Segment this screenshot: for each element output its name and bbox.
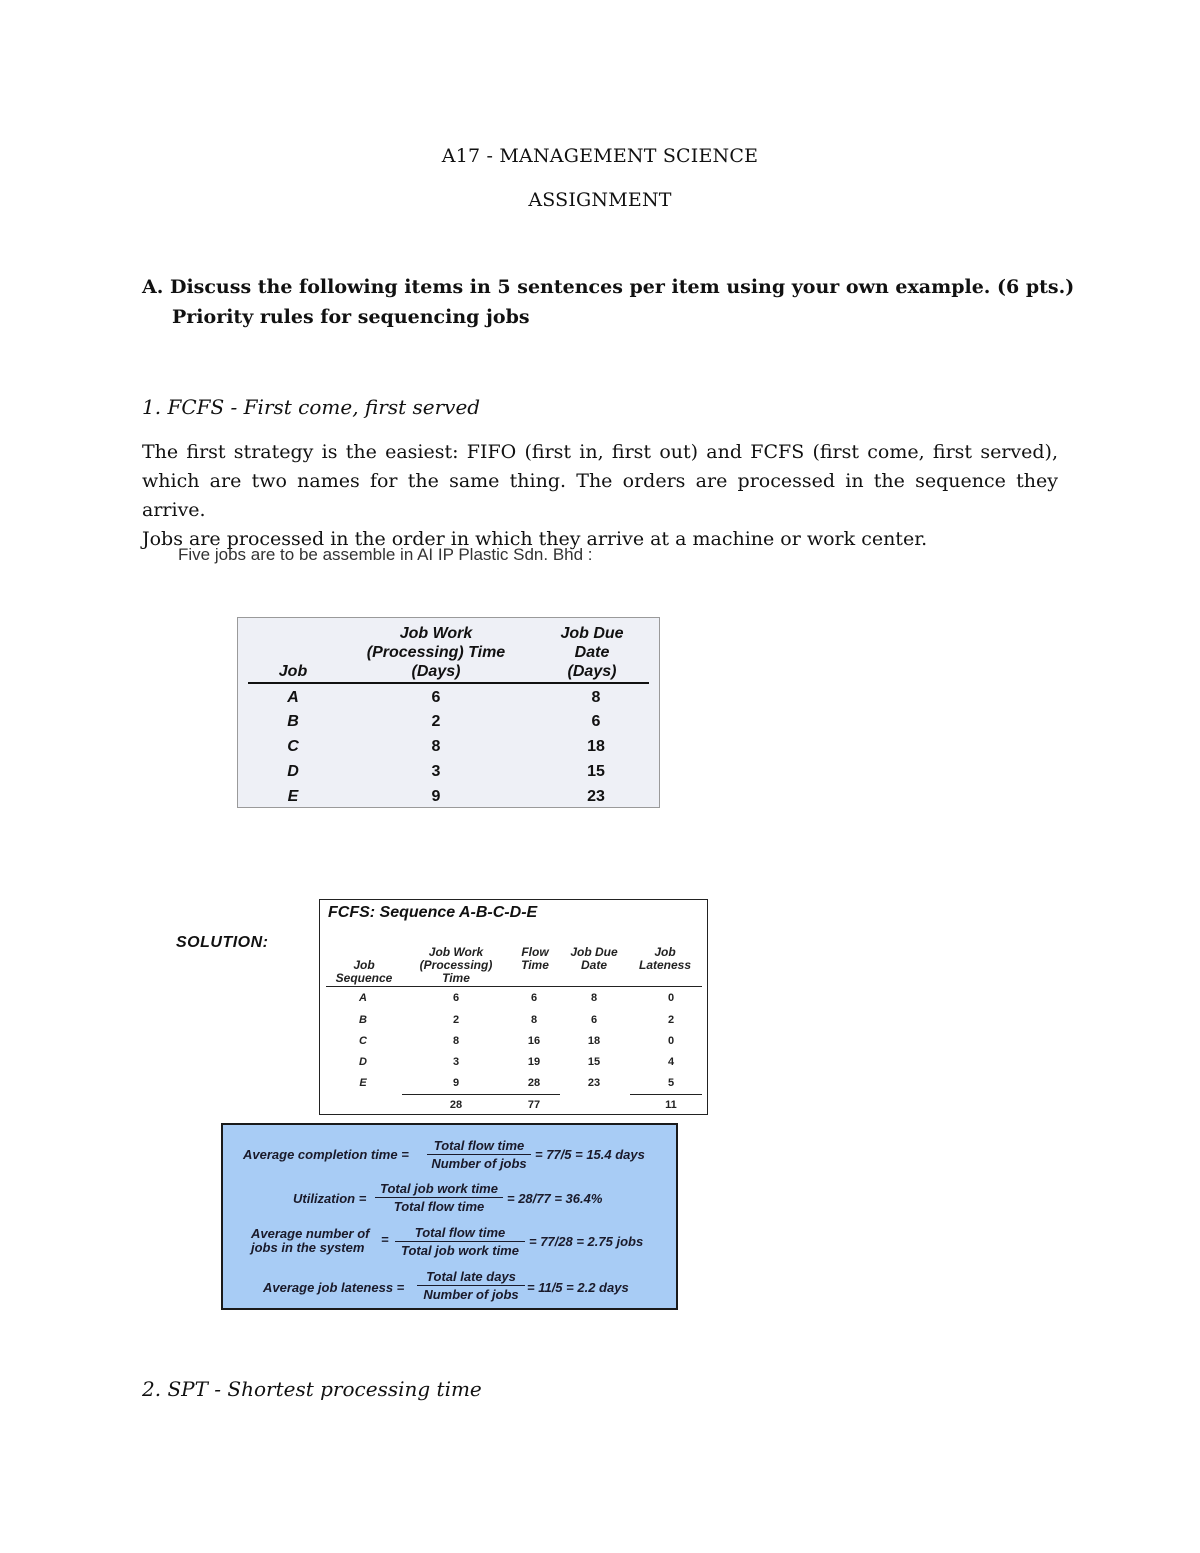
col-header-work-3: Time — [442, 971, 470, 985]
table-cell-due: 18 — [587, 738, 605, 755]
col-header-work-2: (Processing) — [419, 958, 493, 972]
col-header-late-1: Job — [654, 945, 676, 959]
solution-label: SOLUTION: — [176, 934, 269, 951]
table-cell-work: 2 — [431, 713, 441, 730]
table-cell-due: 6 — [590, 1014, 598, 1026]
formula-avg-lateness-label: Average job lateness = — [263, 1280, 405, 1295]
table-cell-job: C — [287, 738, 299, 755]
formula-avg-completion-fraction — [427, 1138, 531, 1171]
table-cell-work: 9 — [452, 1077, 460, 1089]
header-rule — [248, 682, 649, 684]
col-header-late-2: Lateness — [638, 958, 692, 972]
col-header-due-2: Date — [580, 958, 607, 972]
table-cell-seq: C — [359, 1035, 367, 1047]
formula-avg-number-result: = 77/28 = 2.75 jobs — [529, 1234, 644, 1249]
table-cell-late: 2 — [667, 1014, 675, 1026]
table-cell-flow: 6 — [530, 992, 538, 1004]
table-cell-due: 18 — [587, 1035, 601, 1047]
solution-table — [319, 899, 708, 1115]
col-header-seq-2: Sequence — [335, 971, 393, 985]
formula-avg-completion-label: Average completion time = — [243, 1147, 409, 1162]
formula-avg-completion-result: = 77/5 = 15.4 days — [535, 1147, 645, 1162]
table-cell-work: 6 — [431, 689, 441, 706]
table-cell-due: 6 — [591, 713, 601, 730]
table-cell-late: 4 — [667, 1056, 675, 1068]
table-cell-due: 23 — [587, 788, 605, 805]
table-cell-work: 8 — [452, 1035, 460, 1047]
fraction-numerator: Total job work time — [375, 1181, 503, 1198]
item-2-heading: 2. SPT - Shortest processing time — [142, 1377, 482, 1401]
table-cell-work: 2 — [452, 1014, 460, 1026]
table-cell-seq: A — [359, 992, 367, 1004]
table-cell-flow: 28 — [527, 1077, 541, 1089]
fraction-denominator: Number of jobs — [423, 1287, 519, 1302]
table-cell-due: 15 — [587, 763, 605, 780]
jobs-caption: Five jobs are to be assemble in AI IP Plastic Sdn. Bhd : — [178, 545, 593, 564]
table-cell-due: 8 — [591, 689, 601, 706]
table-cell-seq: E — [359, 1077, 367, 1089]
col-header-work-3: (Days) — [411, 663, 461, 680]
formula-avg-number-equals: = — [381, 1232, 389, 1247]
table-cell-seq: D — [359, 1056, 367, 1068]
item-1-paragraph — [142, 438, 1058, 554]
question-a-subtitle: Priority rules for sequencing jobs — [172, 306, 530, 328]
total-late: 11 — [665, 1099, 677, 1111]
table-cell-due: 15 — [587, 1056, 601, 1068]
col-header-flow-1: Flow — [521, 945, 549, 959]
fraction-denominator: Total flow time — [393, 1199, 485, 1214]
formula-utilization-label: Utilization = — [293, 1191, 367, 1206]
table-cell-late: 0 — [667, 1035, 675, 1047]
table-cell-seq: B — [359, 1014, 367, 1026]
paragraph-line: The first strategy is the easiest: FIFO (first in, first out) and FCFS (first come, first served), — [142, 441, 1058, 463]
question-a: A. Discuss the following items in 5 sentences per item using your own example. (6 pts.) — [142, 276, 1075, 298]
table-cell-due: 23 — [587, 1077, 601, 1089]
table-cell-work: 3 — [452, 1056, 460, 1068]
formulas-box — [221, 1123, 678, 1310]
formula-avg-number-label-2: jobs in the system — [251, 1240, 365, 1255]
table-cell-job: B — [287, 713, 299, 730]
formula-avg-number-fraction — [395, 1225, 525, 1258]
table-cell-work: 9 — [431, 788, 441, 805]
sum-rule — [630, 1094, 702, 1095]
sum-rule — [402, 1094, 560, 1095]
formula-utilization-fraction — [375, 1181, 503, 1214]
formula-avg-lateness-fraction — [417, 1269, 525, 1302]
table-cell-work: 3 — [431, 763, 441, 780]
fraction-numerator: Total flow time — [395, 1225, 525, 1242]
col-header-flow-2: Time — [521, 958, 549, 972]
table-cell-work: 6 — [452, 992, 460, 1004]
document-title: A17 - MANAGEMENT SCIENCE — [441, 145, 759, 167]
header-rule — [326, 986, 702, 987]
col-header-seq-1: Job — [353, 958, 375, 972]
table-cell-flow: 8 — [530, 1014, 538, 1026]
col-header-work-1: Job Work — [428, 945, 484, 959]
fraction-numerator: Total late days — [417, 1269, 525, 1286]
table-cell-late: 0 — [667, 992, 675, 1004]
fraction-denominator: Total job work time — [401, 1243, 519, 1258]
table-cell-flow: 16 — [527, 1035, 541, 1047]
item-1-heading: 1. FCFS - First come, first served — [142, 395, 481, 419]
document-subtitle: ASSIGNMENT — [528, 189, 672, 211]
table-cell-job: A — [287, 689, 299, 706]
table-cell-job: D — [287, 763, 299, 780]
col-header-due-1: Job Due — [560, 625, 624, 642]
formula-avg-lateness-result: = 11/5 = 2.2 days — [527, 1280, 629, 1295]
table-cell-work: 8 — [431, 738, 441, 755]
col-header-job: Job — [278, 663, 308, 680]
fraction-denominator: Number of jobs — [431, 1156, 527, 1171]
fraction-numerator: Total flow time — [427, 1138, 531, 1155]
col-header-work-1: Job Work — [399, 625, 473, 642]
formula-utilization-result: = 28/77 = 36.4% — [507, 1191, 603, 1206]
formula-avg-number-label-1: Average number of — [251, 1226, 370, 1241]
table-cell-flow: 19 — [527, 1056, 541, 1068]
table-cell-due: 8 — [590, 992, 598, 1004]
jobs-table — [237, 617, 660, 808]
paragraph-line: which are two names for the same thing. The orders are processed in the sequence they arrive. — [142, 470, 1058, 521]
table-cell-job: E — [287, 788, 299, 805]
total-work: 28 — [449, 1099, 463, 1111]
total-flow: 77 — [527, 1099, 541, 1111]
table-cell-late: 5 — [667, 1077, 675, 1089]
col-header-due-2: Date — [574, 644, 610, 661]
col-header-work-2: (Processing) Time — [366, 644, 506, 661]
col-header-due-3: (Days) — [567, 663, 617, 680]
col-header-due-1: Job Due — [570, 945, 618, 959]
solution-table-title: FCFS: Sequence A-B-C-D-E — [328, 904, 538, 921]
paragraph-line: Jobs are processed in the order in which they arrive at a machine or work center. — [142, 528, 928, 550]
